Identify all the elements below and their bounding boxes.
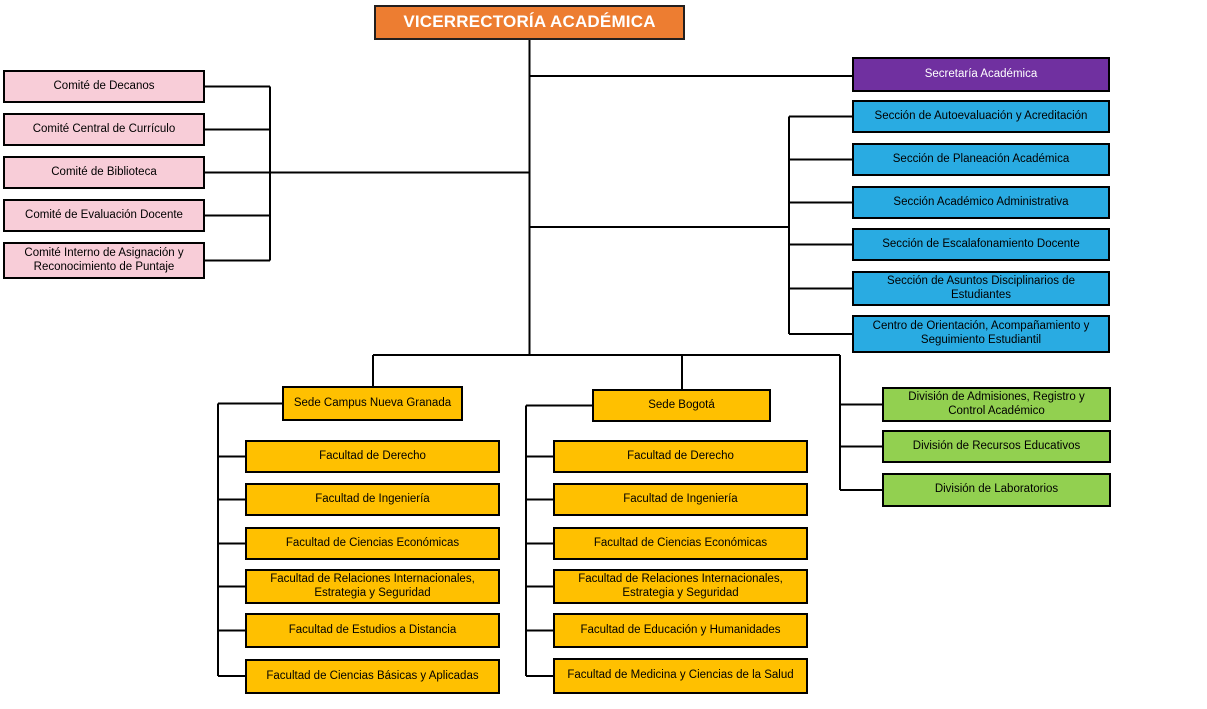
node-sede-campus-nueva-granada: Sede Campus Nueva Granada — [282, 386, 463, 421]
node-seccion-asuntos-disciplinarios: Sección de Asuntos Disciplinarios de Estudiantes — [852, 271, 1110, 306]
node-bogota-facultad-medicina: Facultad de Medicina y Ciencias de la Salud — [553, 658, 808, 694]
node-secretaria-academica: Secretaría Académica — [852, 57, 1110, 92]
node-division-laboratorios: División de Laboratorios — [882, 473, 1111, 507]
node-centro-orientacion: Centro de Orientación, Acompañamiento y Seguimiento Estudiantil — [852, 315, 1110, 353]
node-seccion-escalafonamiento: Sección de Escalafonamiento Docente — [852, 228, 1110, 261]
node-comite-decanos: Comité de Decanos — [3, 70, 205, 103]
node-campus-facultad-ciencias-economicas: Facultad de Ciencias Económicas — [245, 527, 500, 560]
node-bogota-facultad-ciencias-economicas: Facultad de Ciencias Económicas — [553, 527, 808, 560]
node-seccion-academico-administrativa: Sección Académico Administrativa — [852, 186, 1110, 219]
node-campus-facultad-ciencias-basicas: Facultad de Ciencias Básicas y Aplicadas — [245, 659, 500, 694]
node-division-admisiones: División de Admisiones, Registro y Control Académico — [882, 387, 1111, 422]
node-comite-biblioteca: Comité de Biblioteca — [3, 156, 205, 189]
node-campus-facultad-estudios-distancia: Facultad de Estudios a Distancia — [245, 613, 500, 648]
node-campus-facultad-ingenieria: Facultad de Ingeniería — [245, 483, 500, 516]
node-sede-bogota: Sede Bogotá — [592, 389, 771, 422]
node-division-recursos-educativos: División de Recursos Educativos — [882, 430, 1111, 463]
comites-connectors — [205, 87, 530, 261]
node-bogota-facultad-educacion-humanidades: Facultad de Educación y Humanidades — [553, 613, 808, 648]
node-seccion-autoevaluacion: Sección de Autoevaluación y Acreditación — [852, 100, 1110, 133]
node-comite-evaluacion-docente: Comité de Evaluación Docente — [3, 199, 205, 232]
node-bogota-facultad-relaciones-internacionales: Facultad de Relaciones Internacionales, Estrategia y Seguridad — [553, 569, 808, 604]
node-vicerrectoria-academica: VICERRECTORÍA ACADÉMICA — [374, 5, 685, 40]
bottom-bus — [373, 355, 840, 389]
node-comite-curriculo: Comité Central de Currículo — [3, 113, 205, 146]
node-campus-facultad-derecho: Facultad de Derecho — [245, 440, 500, 473]
secciones-connectors — [530, 117, 853, 335]
node-bogota-facultad-ingenieria: Facultad de Ingeniería — [553, 483, 808, 516]
node-seccion-planeacion: Sección de Planeación Académica — [852, 143, 1110, 176]
node-bogota-facultad-derecho: Facultad de Derecho — [553, 440, 808, 473]
divisiones-connectors — [840, 355, 882, 490]
node-campus-facultad-relaciones-internacionales: Facultad de Relaciones Internacionales, Estrategia y Seguridad — [245, 569, 500, 604]
node-comite-asignacion-puntaje: Comité Interno de Asignación y Reconocimiento de Puntaje — [3, 242, 205, 279]
